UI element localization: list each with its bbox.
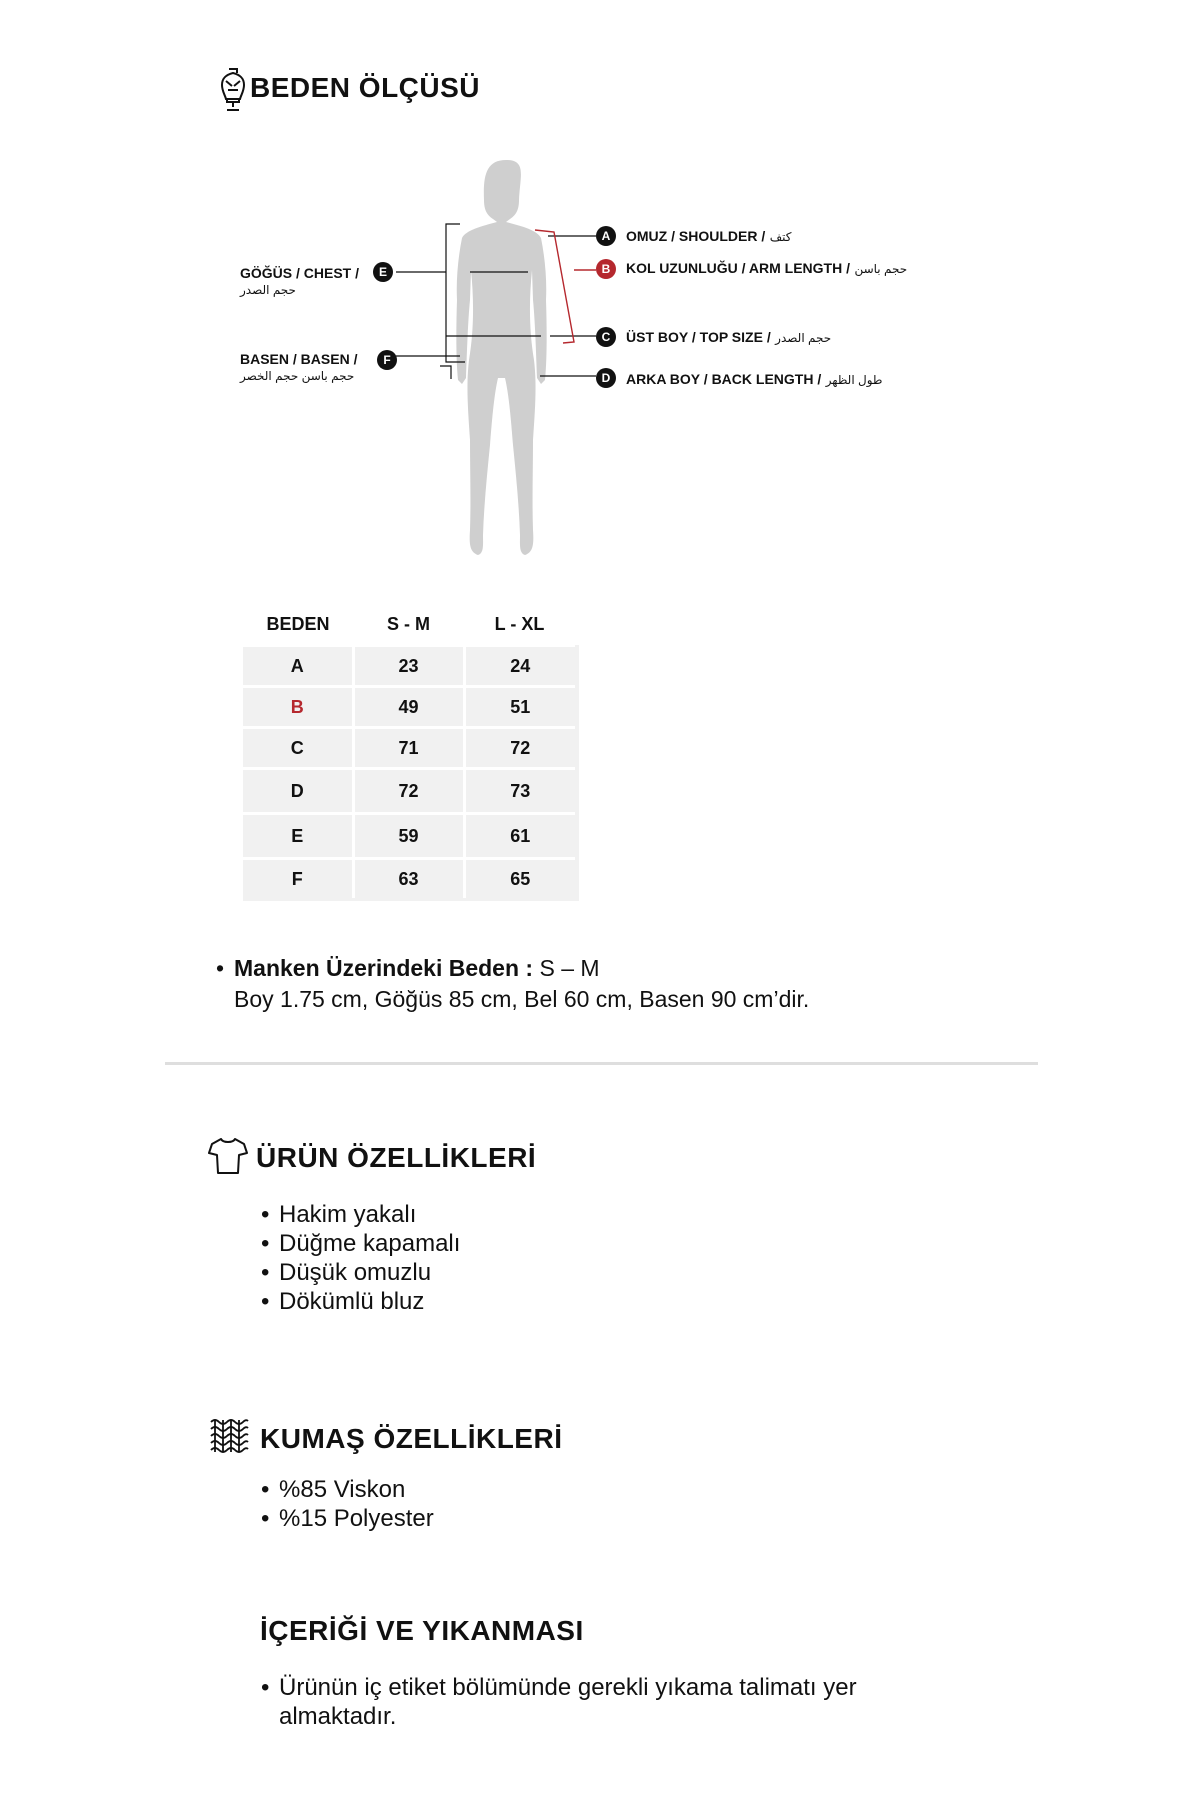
label-arm-length xyxy=(626,260,907,278)
list-item: • %85 Viskon xyxy=(261,1475,434,1504)
label-chest-text: GÖĞÜS / CHEST / xyxy=(240,265,360,281)
row-value-l-xl: 51 xyxy=(464,687,575,728)
marker-a: A xyxy=(596,226,616,246)
row-value-l-xl: 65 xyxy=(464,859,575,899)
marker-b: B xyxy=(596,259,616,279)
body-measurement-diagram xyxy=(380,150,680,570)
header-s-m: S - M xyxy=(387,613,430,634)
body-silhouette xyxy=(456,160,546,555)
label-hips-arabic: حجم باسن حجم الخصر xyxy=(240,369,355,383)
label-back-length-arabic: طول الظهر xyxy=(825,373,883,387)
row-label: E xyxy=(243,814,353,859)
list-item: • Dökümlü bluz xyxy=(261,1287,460,1316)
model-note xyxy=(216,953,809,1015)
list-item: • Düşük omuzlu xyxy=(261,1258,460,1287)
model-note-details: Boy 1.75 cm, Göğüs 85 cm, Bel 60 cm, Basen 90 cm’dir. xyxy=(234,986,810,1012)
fabric-features-list xyxy=(261,1475,434,1533)
table-row xyxy=(243,859,575,899)
row-label: C xyxy=(243,728,353,769)
row-value-s-m: 63 xyxy=(353,859,464,899)
row-label: D xyxy=(243,769,353,814)
row-value-s-m: 59 xyxy=(353,814,464,859)
label-top-size-arabic: حجم الصدر xyxy=(775,331,832,345)
bullet: • xyxy=(216,955,225,981)
row-value-s-m: 72 xyxy=(353,769,464,814)
row-label: F xyxy=(243,859,353,899)
table-row xyxy=(243,769,575,814)
list-item: • Düğme kapamalı xyxy=(261,1229,460,1258)
label-arm-length-arabic: حجم باسن xyxy=(854,262,908,276)
row-value-l-xl: 24 xyxy=(464,646,575,687)
model-note-value: S – M xyxy=(533,955,600,981)
marker-e: E xyxy=(373,262,393,282)
model-note-label: Manken Üzerindeki Beden : xyxy=(234,955,534,981)
row-label: A xyxy=(243,646,353,687)
mannequin-icon xyxy=(218,66,248,112)
fabric-features-title: KUMAŞ ÖZELLİKLERİ xyxy=(260,1423,563,1454)
row-value-s-m: 23 xyxy=(353,646,464,687)
header-l-xl: L - XL xyxy=(494,613,545,634)
row-value-l-xl: 61 xyxy=(464,814,575,859)
fabric-pattern-icon xyxy=(209,1418,249,1454)
size-table-header xyxy=(243,604,575,646)
care-title: İÇERİĞİ VE YIKANMASI xyxy=(260,1615,584,1646)
label-arm-length-text: KOL UZUNLUĞU / ARM LENGTH / xyxy=(626,260,850,276)
label-back-length xyxy=(626,371,882,389)
row-value-l-xl: 73 xyxy=(464,769,575,814)
row-value-l-xl: 72 xyxy=(464,728,575,769)
header-size: BEDEN xyxy=(266,613,330,634)
label-top-size xyxy=(626,329,831,347)
list-item: • Hakim yakalı xyxy=(261,1200,460,1229)
label-hips xyxy=(240,351,390,383)
table-row xyxy=(243,814,575,859)
row-value-s-m: 71 xyxy=(353,728,464,769)
label-shoulder xyxy=(626,228,791,246)
marker-c: C xyxy=(596,327,616,347)
section-divider xyxy=(165,1062,1038,1065)
tshirt-icon xyxy=(208,1136,248,1176)
row-value-s-m: 49 xyxy=(353,687,464,728)
size-guide-title: BEDEN ÖLÇÜSÜ xyxy=(250,72,481,103)
product-features-title: ÜRÜN ÖZELLİKLERİ xyxy=(256,1142,537,1173)
marker-f: F xyxy=(377,350,397,370)
label-chest xyxy=(240,265,390,297)
table-row xyxy=(243,728,575,769)
marker-d: D xyxy=(596,368,616,388)
label-hips-text: BASEN / BASEN / xyxy=(240,351,358,367)
row-label: B xyxy=(243,687,353,728)
label-chest-arabic: حجم الصدر xyxy=(240,283,296,297)
list-item: • Ürünün iç etiket bölümünde gerekli yıkama talimatı yer almaktadır. xyxy=(261,1673,961,1731)
table-row xyxy=(243,646,575,687)
label-top-size-text: ÜST BOY / TOP SIZE / xyxy=(626,329,771,345)
size-table xyxy=(243,604,575,898)
label-shoulder-arabic: كتف xyxy=(769,230,792,244)
care-list xyxy=(261,1673,961,1731)
label-shoulder-text: OMUZ / SHOULDER / xyxy=(626,228,766,244)
table-row xyxy=(243,687,575,728)
product-features-list xyxy=(261,1200,460,1316)
list-item: • %15 Polyester xyxy=(261,1504,434,1533)
label-back-length-text: ARKA BOY / BACK LENGTH / xyxy=(626,371,822,387)
